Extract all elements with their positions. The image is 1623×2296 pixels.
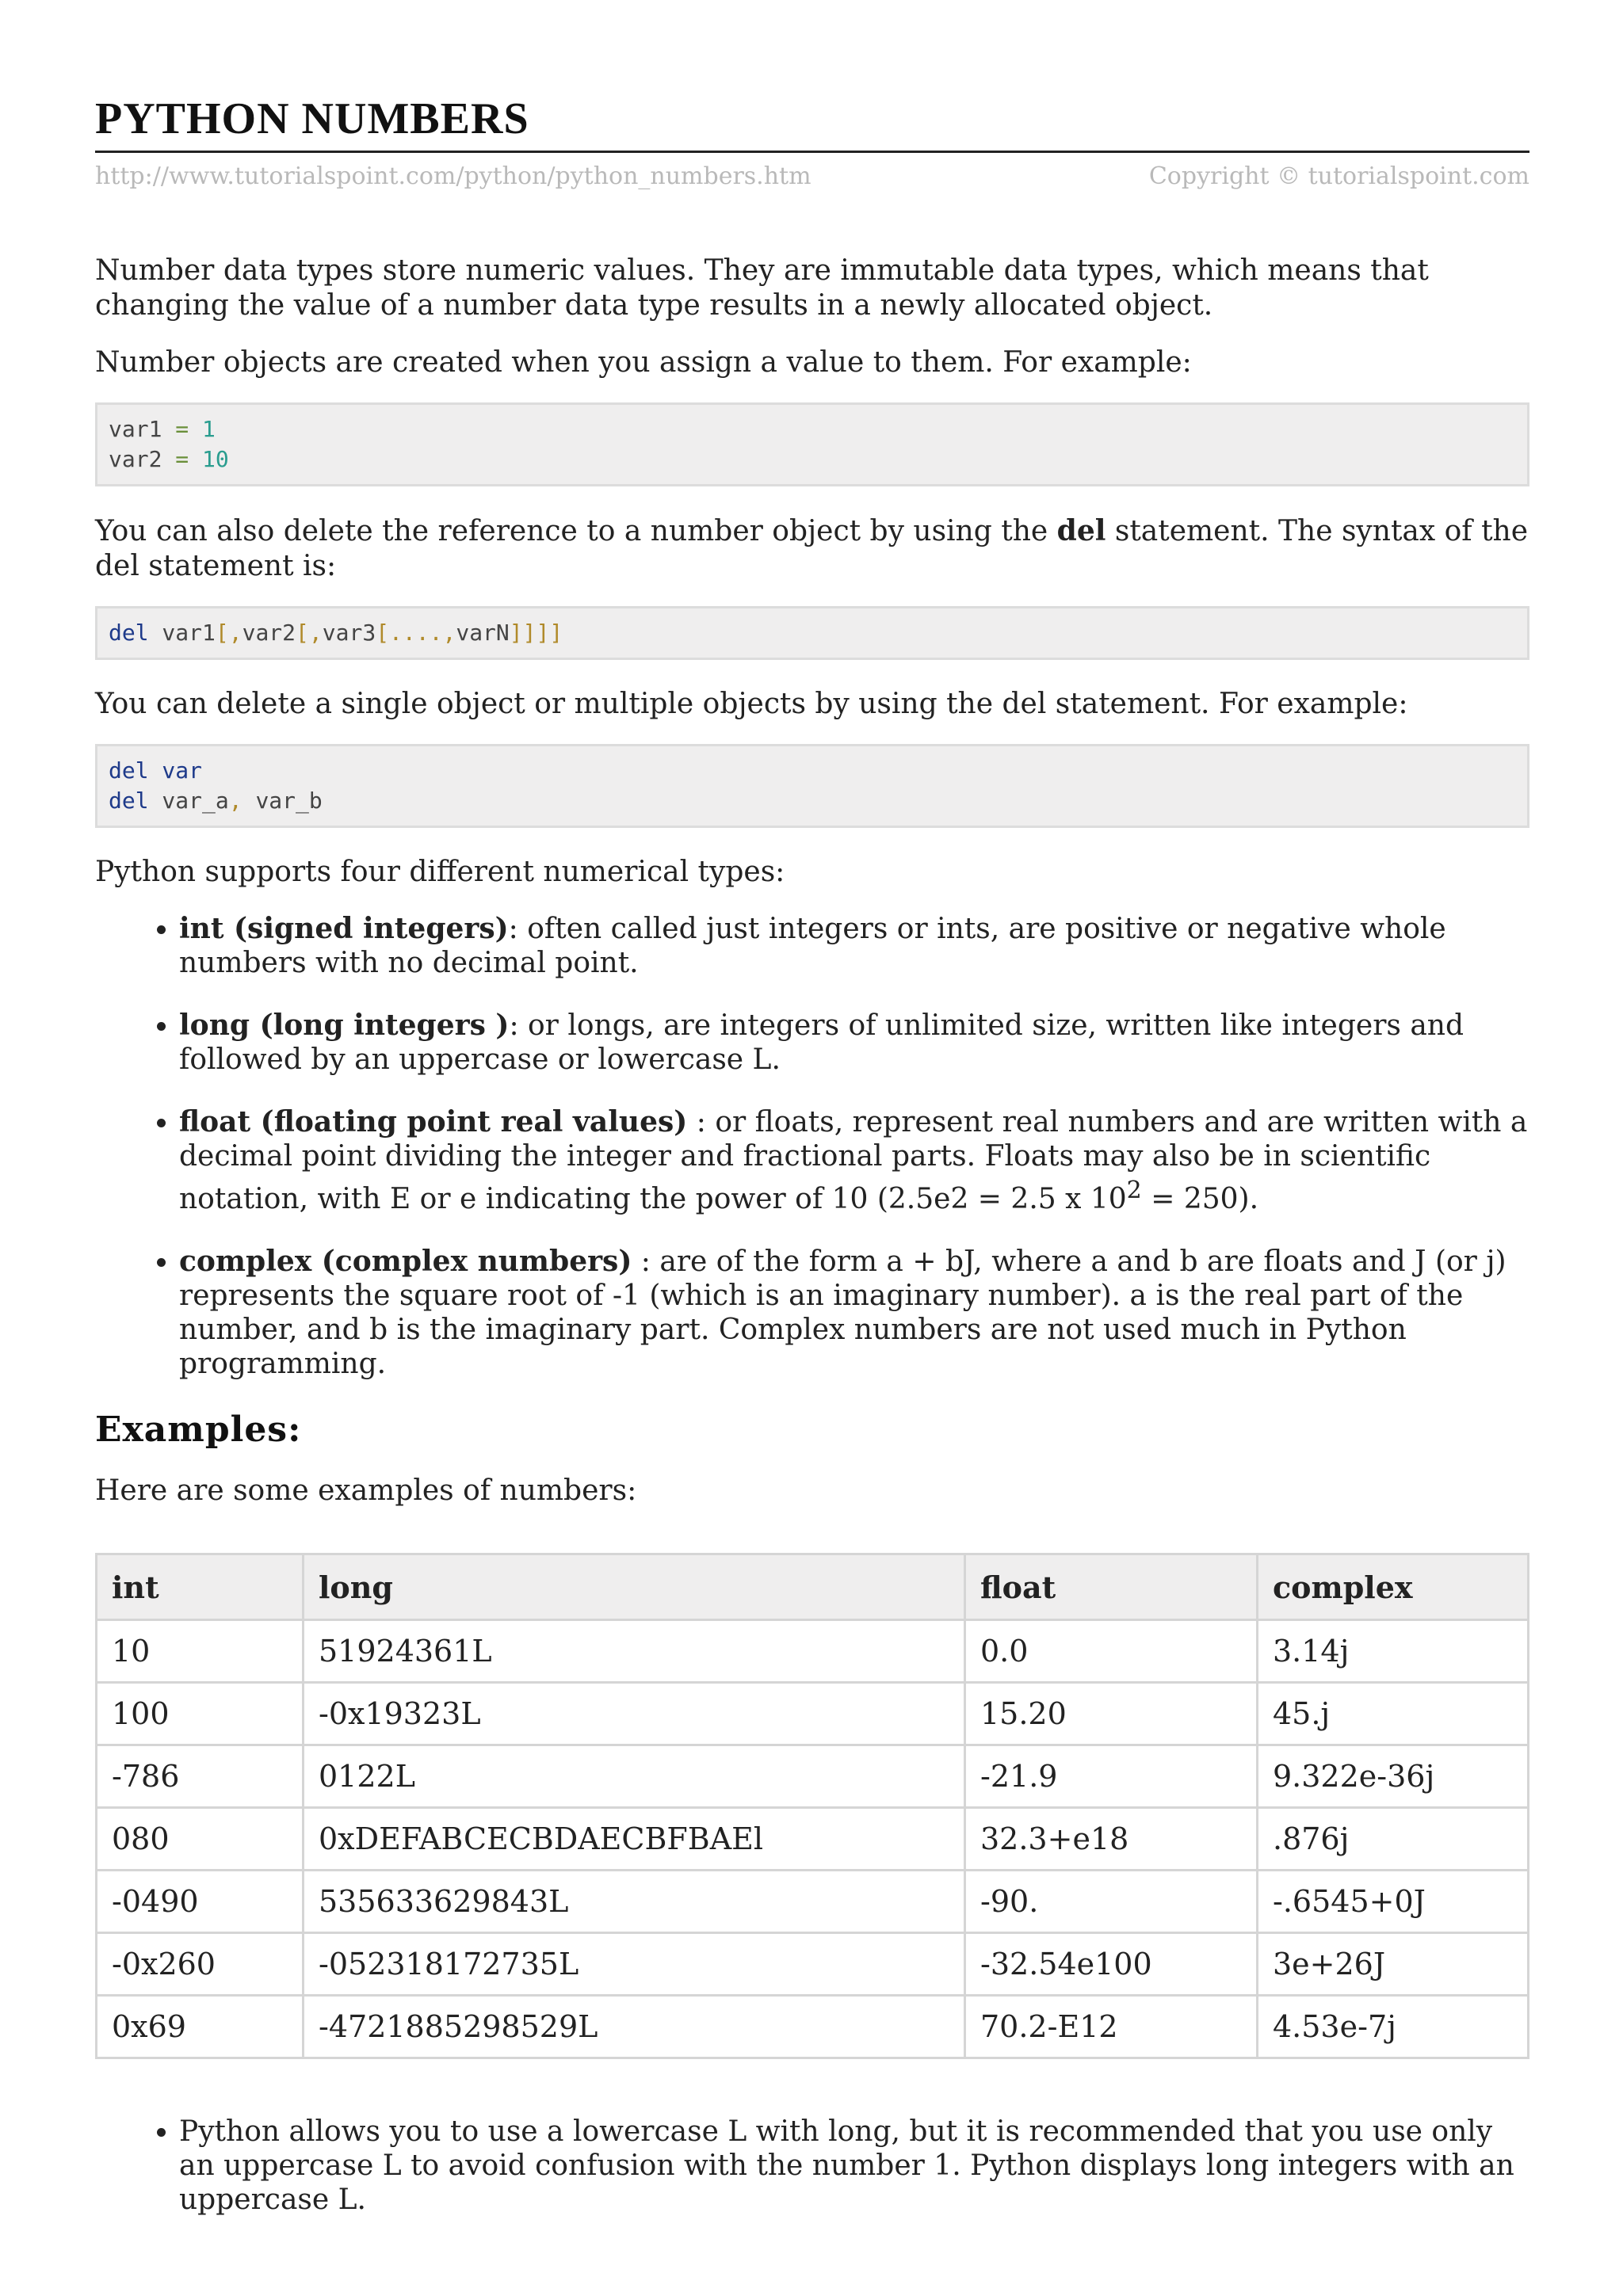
examples-intro: Here are some examples of numbers: — [95, 1474, 637, 1507]
code-line: var2 = 10 — [109, 446, 229, 472]
table-cell: -.6545+0J — [1258, 1871, 1529, 1933]
table-cell: 4.53e-7j — [1258, 1996, 1529, 2058]
table-cell: 15.20 — [965, 1683, 1258, 1745]
note-list — [95, 2115, 1529, 2217]
table-cell: .876j — [1258, 1808, 1529, 1871]
code-block-assign — [95, 402, 1529, 486]
column-header: int — [97, 1554, 304, 1620]
table-cell: -052318172735L — [304, 1933, 965, 1996]
table-row — [97, 1871, 1529, 1933]
table-cell: 3.14j — [1258, 1620, 1529, 1683]
table-cell: 100 — [97, 1683, 304, 1745]
code-line: del var1[,var2[,var3[....,varN]]]] — [109, 620, 563, 646]
table-header-row — [97, 1554, 1529, 1620]
table-row — [97, 1996, 1529, 2058]
table-row — [97, 1808, 1529, 1871]
table-cell: 0.0 — [965, 1620, 1258, 1683]
types-list — [95, 912, 1529, 1381]
list-item: • int (signed integers): often called just integers or ints, are positive or negative whole numbers with no decimal point. — [179, 912, 1529, 980]
table-cell: -0x19323L — [304, 1683, 965, 1745]
list-item: • float (floating point real values) : or floats, represent real numbers and are written with a decimal point dividing the integer and fractional parts. Floats may also be in scientific notation, with E or e indicating the power of 10 (2.5e2 = 2.5 x $10^2 = 250$). — [179, 1105, 1529, 1216]
table-cell: -4721885298529L — [304, 1996, 965, 2058]
assign-paragraph: Number objects are created when you assign a value to them. For example: — [95, 346, 1192, 379]
table-cell: 0xDEFABCECBDAECBFBAEl — [304, 1808, 965, 1871]
table-cell: -0x260 — [97, 1933, 304, 1996]
table-row — [97, 1620, 1529, 1683]
examples-table — [95, 1553, 1529, 2059]
source-url[interactable]: http://www.tutorialspoint.com/python/python_numbers.htm — [95, 162, 812, 190]
code-block-del-syntax — [95, 606, 1529, 660]
list-item: • Python allows you to use a lowercase L with long, but it is recommended that you use only an uppercase L to avoid confusion with the number 1. Python displays long integers with an uppercase L. — [179, 2115, 1529, 2217]
table-cell: 45.j — [1258, 1683, 1529, 1745]
code-line: del var_a, var_b — [109, 788, 323, 814]
examples-heading: Examples: — [95, 1409, 302, 1450]
table-cell: 32.3+e18 — [965, 1808, 1258, 1871]
table-row — [97, 1683, 1529, 1745]
table-cell: 51924361L — [304, 1620, 965, 1683]
table-cell: -21.9 — [965, 1745, 1258, 1808]
list-item: • long (long integers ): or longs, are integers of unlimited size, written like integers and followed by an uppercase or lowercase L. — [179, 1009, 1529, 1077]
code-line: var1 = 1 — [109, 416, 216, 442]
table-cell: 70.2-E12 — [965, 1996, 1258, 2058]
table-cell: 080 — [97, 1808, 304, 1871]
column-header: complex — [1258, 1554, 1529, 1620]
code-block-del-example — [95, 744, 1529, 828]
table-cell: 0x69 — [97, 1996, 304, 2058]
table-cell: -32.54e100 — [965, 1933, 1258, 1996]
types-intro: Python supports four different numerical types: — [95, 856, 785, 888]
copyright-notice: Copyright © tutorialspoint.com — [1148, 162, 1529, 190]
column-header: long — [304, 1554, 965, 1620]
table-cell: 0122L — [304, 1745, 965, 1808]
del-paragraph: You can also delete the reference to a number object by using the del statement. The syntax of the del statement is: — [95, 514, 1529, 582]
table-cell: -0490 — [97, 1871, 304, 1933]
table-cell: -90. — [965, 1871, 1258, 1933]
table-cell: 535633629843L — [304, 1871, 965, 1933]
table-cell: 3e+26J — [1258, 1933, 1529, 1996]
table-row — [97, 1745, 1529, 1808]
table-cell: 9.322e-36j — [1258, 1745, 1529, 1808]
content — [95, 254, 1529, 2245]
table-cell: -786 — [97, 1745, 304, 1808]
code-line: del var — [109, 757, 203, 784]
list-item: • complex (complex numbers) : are of the form a + bJ, where a and b are floats and J (or j) represents the square root of -1 (which is an imaginary number). a is the real part of the number, and b is the imaginary part. Complex numbers are not used much in Python programming. — [179, 1245, 1529, 1381]
column-header: float — [965, 1554, 1258, 1620]
table-row — [97, 1933, 1529, 1996]
page-title: PYTHON NUMBERS — [95, 94, 529, 143]
intro-paragraph: Number data types store numeric values. They are immutable data types, which means that changing the value of a number data type results in a newly allocated object. — [95, 254, 1429, 322]
table-cell: 10 — [97, 1620, 304, 1683]
title-rule — [95, 151, 1529, 153]
del-example-paragraph: You can delete a single object or multiple objects by using the del statement. For example: — [95, 688, 1408, 720]
